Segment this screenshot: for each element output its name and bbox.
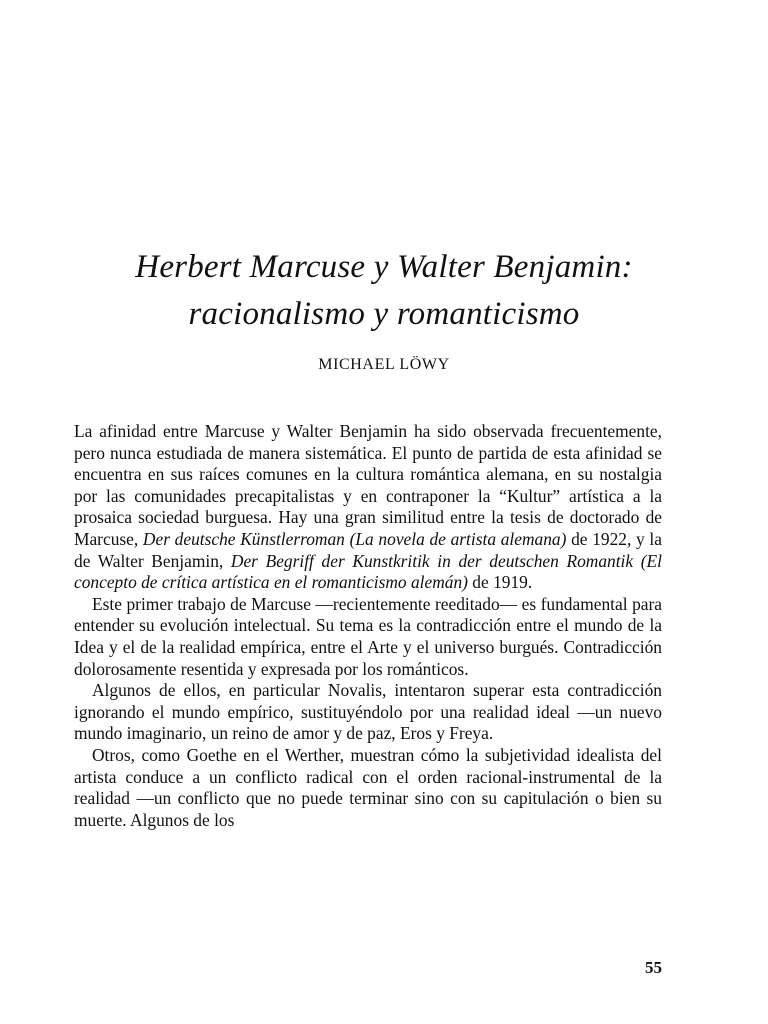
article-title-line-2: racionalismo y romanticismo: [188, 296, 580, 332]
paragraph-3: Algunos de ellos, en particular Novalis, intentaron superar esta contradicción ignorando el mundo empírico, sustituyéndolo por una realidad ideal —un nuevo mundo imaginario, un reino de amor y de paz, Eros y Freya.: [74, 680, 662, 744]
author-name: MICHAEL LÖWY: [318, 356, 450, 373]
paragraph-4: Otros, como Goethe en el Werther, muestran cómo la subjetividad idealista del artista conduce a un conflicto radical con el orden racional-instrumental de la realidad —un conflicto que no puede terminar sino con su capitulación o bien su muerte. Algunos de los: [74, 744, 662, 830]
article-body: [74, 421, 662, 831]
article-title-line-1: Herbert Marcuse y Walter Benjamin:: [135, 249, 633, 285]
article-title: [40, 244, 728, 338]
paragraph-1: [74, 421, 662, 594]
paragraph-1-text-c: de 1919.: [467, 572, 533, 593]
paragraph-1-text-b: de 1922, y la de Walter Benjamin,: [74, 528, 662, 571]
paragraph-1-text-a: La afinidad entre Marcuse y Walter Benjamin ha sido observada frecuentemente, pero nunca estudiada de manera sistemática. El punto de partida de esta afinidad se encuentra en sus raíces comunes en la cultura romántica alemana, en su nostalgia por las comunidades precapitalistas y en contraponer la “Kultur” artística a la prosaica sociedad burguesa. Hay una gran similitud entre la tesis de doctorado de Marcuse,: [74, 421, 662, 549]
work-title-kunstlerroman: Der deutsche Künstlerroman (La novela de artista alemana): [142, 528, 567, 549]
work-title-kunstkritik: Der Begriff der Kunstkritik in der deutschen Romantik (El concepto de crítica artística en el romanticismo alemán): [74, 550, 662, 593]
page-number: 55: [645, 958, 662, 977]
paragraph-2: Este primer trabajo de Marcuse —recientemente reeditado— es fundamental para entender su evolución intelectual. Su tema es la contradicción entre el mundo de la Idea y el de la realidad empírica, entre el Arte y el universo burgués. Contradicción dolorosamente resentida y expresada por los románticos.: [74, 593, 662, 679]
